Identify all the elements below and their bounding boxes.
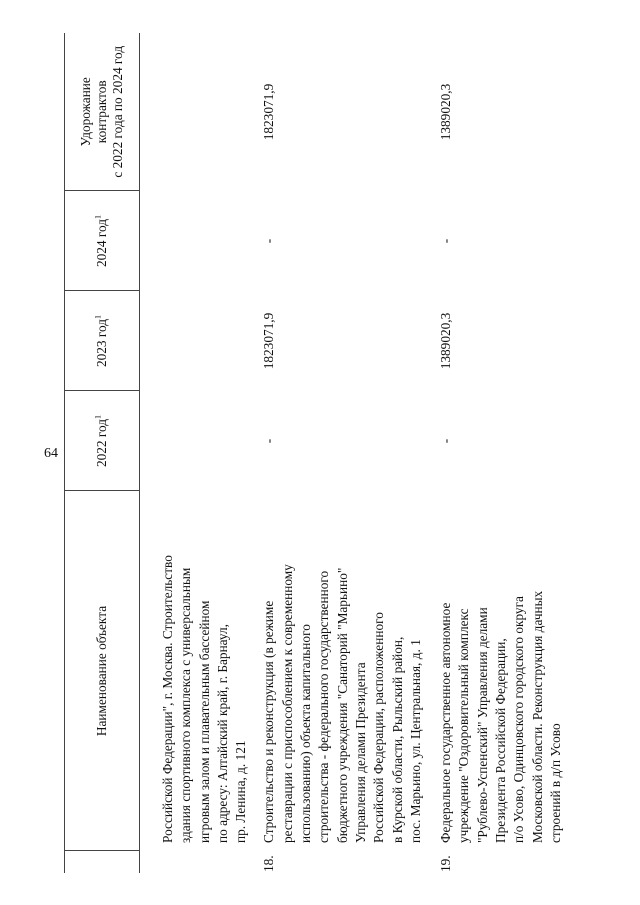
- object-name-line: пр. Ленина, д. 121: [233, 740, 249, 843]
- rotated-table-container: [64, 33, 639, 873]
- header-udorozhanie-line: с 2022 года по 2024 год: [110, 45, 125, 178]
- footnote-mark: 1: [93, 414, 103, 419]
- object-name-line: по адресу: Алтайский край, г. Барнаул,: [214, 624, 230, 843]
- value-udorozhanie: [140, 33, 251, 191]
- object-name-line: пос. Марьино, ул. Центральная, д. 1: [407, 639, 423, 843]
- header-udorozhanie: [65, 33, 140, 191]
- header-year-2024-label: 2024 год: [94, 218, 109, 268]
- page-number: 64: [44, 446, 58, 461]
- row-number: [140, 851, 251, 873]
- value-2024: -: [261, 238, 277, 244]
- value-2023: [140, 291, 251, 391]
- header-number: [65, 851, 140, 873]
- table-row: [425, 33, 577, 873]
- value-2023: 1389020,3: [438, 312, 454, 370]
- row-number: 19.: [438, 855, 454, 872]
- table-row: [140, 33, 251, 873]
- object-name-cell: [140, 491, 251, 851]
- object-name-line: Федеральное государственное автономное: [438, 602, 454, 843]
- object-name-cell: [425, 491, 577, 851]
- table-header-row: [65, 33, 140, 873]
- object-name-line: Российской Федерации, расположенного: [371, 612, 387, 843]
- object-name-line: п/о Усово, Одинцовского городского округа: [511, 596, 527, 843]
- value-2022: -: [261, 438, 277, 444]
- row-number: 18.: [261, 855, 277, 872]
- value-2024: [140, 191, 251, 291]
- header-object-name: Наименование объекта: [65, 491, 140, 851]
- value-2023: 1823071,9: [261, 312, 277, 370]
- value-udorozhanie: 1389020,3: [438, 83, 454, 141]
- value-udorozhanie: 1823071,9: [261, 83, 277, 141]
- header-year-2023-label: 2023 год: [94, 318, 109, 368]
- object-name-line: реставрации с приспособлением к современному: [279, 564, 295, 843]
- object-name-line: использованию) объекта капитального: [298, 624, 314, 843]
- object-name-line: Российской Федерации", г. Москва. Строительство: [160, 555, 175, 843]
- header-year-2023: [65, 291, 140, 391]
- footnote-mark: 1: [93, 314, 103, 319]
- value-2022: -: [438, 438, 454, 444]
- objects-table: [64, 33, 577, 873]
- object-name-line: игровым залом и плавательным бассейном: [196, 600, 212, 843]
- object-name-line: здания спортивного комплекса с универсальным: [178, 567, 194, 843]
- value-2024: -: [438, 238, 454, 244]
- object-name-line: "Рублево-Успенский" Управления делами: [474, 607, 490, 843]
- object-name-line: учреждение "Оздоровительный комплекс: [456, 608, 472, 843]
- object-name-line: Президента Российской Федерации,: [493, 638, 509, 843]
- table-row: [250, 33, 425, 873]
- value-2022: [140, 391, 251, 491]
- object-name-cell: [250, 491, 425, 851]
- header-udorozhanie-line: контрактов: [94, 80, 109, 144]
- object-name-line: в Курской области, Рыльский район,: [389, 636, 405, 843]
- object-name-line: бюджетного учреждения "Санаторий "Марьино": [334, 567, 350, 843]
- header-year-2024: [65, 191, 140, 291]
- object-name-line: Управления делами Президента: [352, 662, 368, 843]
- object-name-line: строительства - федерального государственного: [316, 570, 332, 843]
- header-udorozhanie-line: Удорожание: [78, 77, 93, 147]
- header-year-2022: [65, 391, 140, 491]
- footnote-mark: 1: [93, 214, 103, 219]
- header-year-2022-label: 2022 год: [94, 418, 109, 468]
- object-name-line: Строительство и реконструкция (в режиме: [261, 600, 277, 843]
- object-name-line: строений в д/п Усово: [547, 723, 563, 843]
- object-name-line: Московской области. Реконструкция дачных: [529, 590, 545, 843]
